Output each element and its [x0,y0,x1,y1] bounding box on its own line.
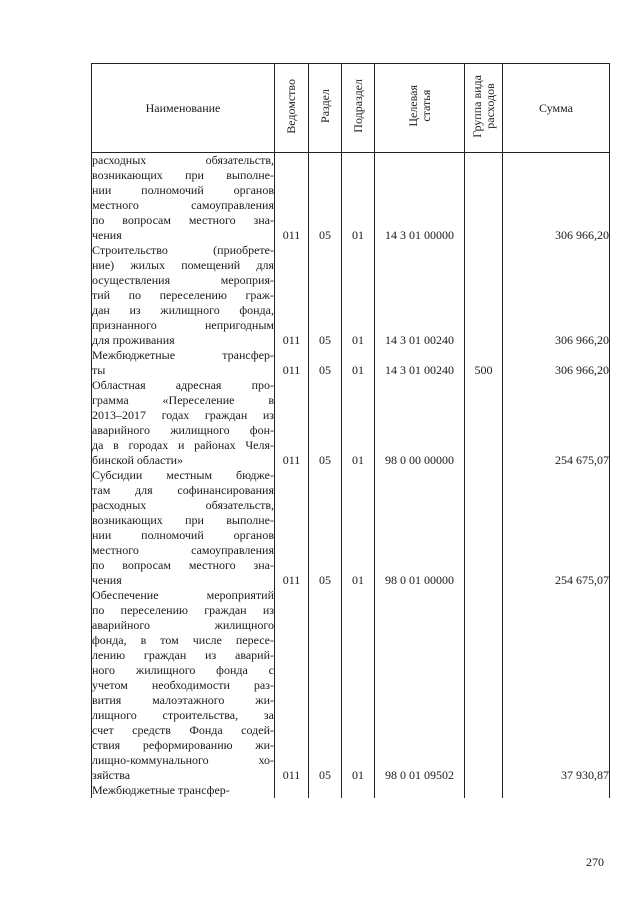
row-group-cell [465,243,503,348]
row-name-line: осуществления мероприя- [92,273,274,287]
row-name-cell [92,588,275,783]
row-name-line: Межбюджетные трансфер- [92,348,274,362]
row-subsection-cell: 01 [342,243,375,348]
row-section-cell: 05 [309,468,342,588]
row-name-cell [92,348,275,378]
row-name-line: Областная адресная про- [92,378,274,392]
row-name-line: аварийного жилищного фон- [92,423,274,437]
row-name-line: дан из жилищного фонда, [92,303,274,317]
row-sum-cell: 306 966,20 [503,243,610,348]
row-name-line: ного жилищного фонда с [92,663,274,677]
row-sum-cell: 254 675,07 [503,468,610,588]
header-department: Ведомство [275,64,309,153]
row-section-cell: 05 [309,243,342,348]
header-target-item: Целевая статья [375,64,465,153]
table-row [92,378,610,468]
header-expense-group: Группа вида расходов [465,64,503,153]
row-group-cell [465,153,503,244]
row-department-cell: 011 [275,348,309,378]
row-group-cell [465,468,503,588]
row-name-line: местного самоуправления [92,543,274,557]
row-name-cell [92,378,275,468]
table-row [92,348,610,378]
table-row [92,588,610,783]
row-department-cell: 011 [275,468,309,588]
row-name-line: местного самоуправления [92,198,274,212]
row-subsection-cell: 01 [342,468,375,588]
row-name-line: чения [92,228,122,242]
row-name-line: признанного непригодным [92,318,274,332]
row-name-line: бинской области» [92,453,184,467]
row-name-line: возникающих при выполне- [92,513,274,527]
row-subsection-cell: 01 [342,153,375,244]
header-section: Раздел [309,64,342,153]
row-target-cell: 98 0 01 00000 [375,468,465,588]
table-row [92,153,610,244]
table-row [92,243,610,348]
header-subsection: Подраздел [342,64,375,153]
row-name-line: Обеспечение мероприятий [92,588,274,602]
row-name-line: нии полномочий органов [92,528,274,542]
table-header-row [92,64,610,153]
row-name-line: фонда, в том числе пересе- [92,633,274,647]
row-section-cell [309,783,342,798]
row-subsection-cell [342,783,375,798]
row-name-line: ствия реформированию жи- [92,738,274,752]
row-name-line: возникающих при выполне- [92,168,274,182]
row-name-line: да в городах и районах Челя- [92,438,274,452]
row-name-line: ние) жилых помещений для [92,258,274,272]
row-name-line: зяйства [92,768,131,782]
row-group-cell [465,378,503,468]
row-name-line: Межбюджетные трансфер- [92,783,230,797]
row-department-cell: 011 [275,243,309,348]
header-sum: Сумма [503,64,610,153]
row-department-cell: 011 [275,588,309,783]
row-sum-cell: 254 675,07 [503,378,610,468]
row-name-cell [92,468,275,588]
row-group-cell [465,588,503,783]
row-name-line: учетом необходимости раз- [92,678,274,692]
row-name-line: чения [92,573,122,587]
row-section-cell: 05 [309,588,342,783]
row-name-line: нии полномочий органов [92,183,274,197]
row-name-line: Субсидии местным бюдже- [92,468,274,482]
row-name-cell [92,153,275,244]
row-section-cell: 05 [309,378,342,468]
row-name-line: лению граждан из аварий- [92,648,274,662]
row-name-line: по вопросам местного зна- [92,558,274,572]
table-row [92,468,610,588]
row-name-line: ты [92,363,106,377]
row-department-cell [275,783,309,798]
row-target-cell [375,783,465,798]
row-sum-cell: 306 966,20 [503,348,610,378]
row-subsection-cell: 01 [342,378,375,468]
row-name-line: лищного строительства, за [92,708,274,722]
row-name-line: аварийного жилищного [92,618,274,632]
row-group-cell [465,783,503,798]
row-name-line: счет средств Фонда содей- [92,723,274,737]
row-name-line: расходных обязательств, [92,153,274,167]
page-number: 270 [586,855,604,869]
row-name-line: там для софинансирования [92,483,274,497]
row-target-cell: 14 3 01 00240 [375,348,465,378]
row-target-cell: 98 0 00 00000 [375,378,465,468]
row-department-cell: 011 [275,378,309,468]
row-name-line: Строительство (приобрете- [92,243,274,257]
row-name-line: расходных обязательств, [92,498,274,512]
row-subsection-cell: 01 [342,348,375,378]
table-row [92,783,610,798]
row-name-line: по переселению граждан из [92,603,274,617]
row-name-line: 2013–2017 годах граждан из [92,408,274,422]
row-target-cell: 14 3 01 00000 [375,153,465,244]
row-sum-cell: 306 966,20 [503,153,610,244]
row-sum-cell [503,783,610,798]
row-name-line: лищно-коммунального хо- [92,753,274,767]
row-name-line: вития малоэтажного жи- [92,693,274,707]
row-name-line: тий по переселению граж- [92,288,274,302]
row-name-line: грамма «Переселение в [92,393,274,407]
row-sum-cell: 37 930,87 [503,588,610,783]
row-section-cell: 05 [309,153,342,244]
row-name-line: для проживания [92,333,175,347]
row-department-cell: 011 [275,153,309,244]
row-target-cell: 14 3 01 00240 [375,243,465,348]
row-target-cell: 98 0 01 09502 [375,588,465,783]
row-subsection-cell: 01 [342,588,375,783]
budget-table [91,63,610,798]
row-section-cell: 05 [309,348,342,378]
table-body [92,153,610,799]
row-name-line: по вопросам местного зна- [92,213,274,227]
header-name: Наименование [92,64,275,153]
row-name-cell [92,783,275,798]
row-name-cell [92,243,275,348]
row-group-cell: 500 [465,348,503,378]
